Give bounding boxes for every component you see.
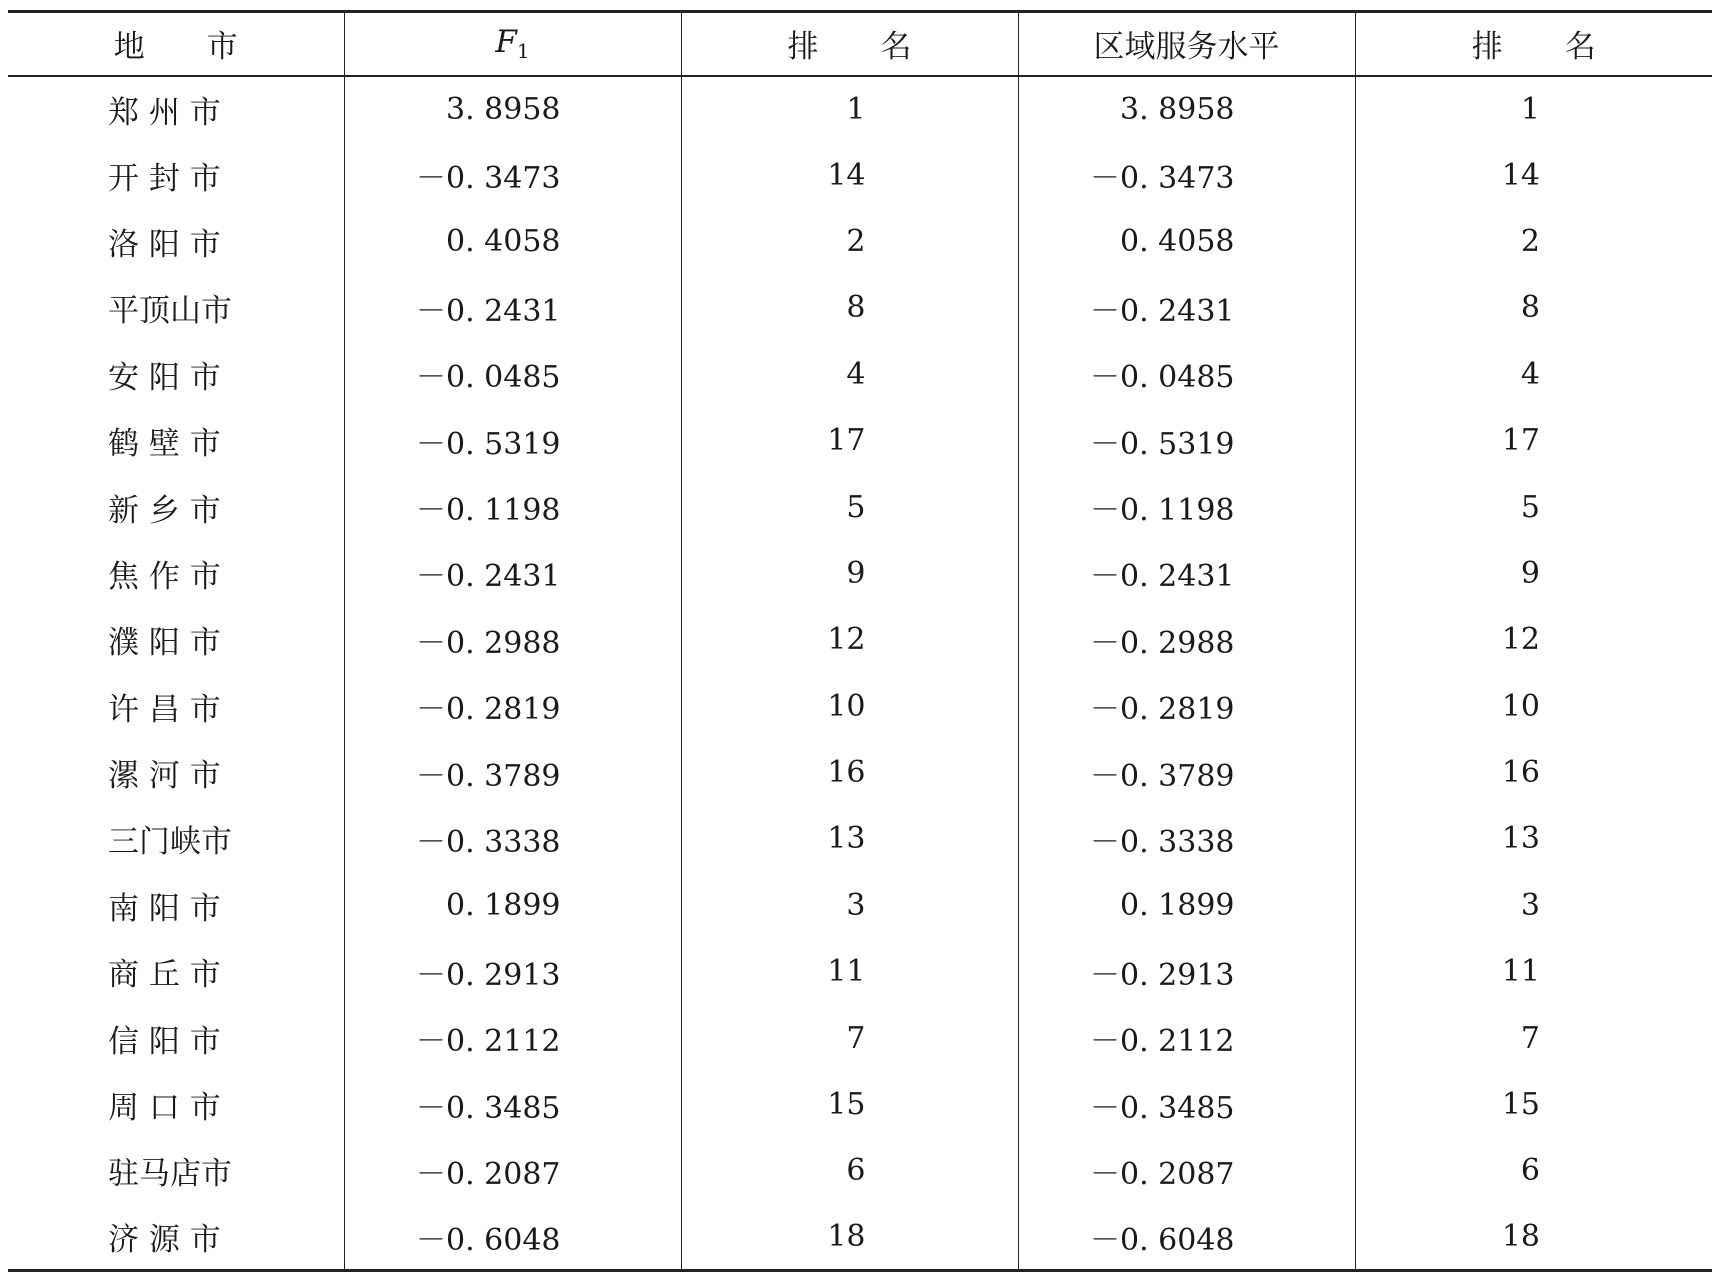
header-f1 [344, 12, 681, 76]
cell-rank-2: 11 [1355, 939, 1712, 1005]
cell-service-level: －0. 3338 [1018, 806, 1355, 872]
cell-rank-1: 10 [681, 673, 1018, 739]
cell-f1: －0. 2431 [344, 540, 681, 606]
cell-service-level: －0. 2819 [1018, 673, 1355, 739]
cell-rank-1: 6 [681, 1138, 1018, 1204]
cell-rank-1: 11 [681, 939, 1018, 1005]
table-row [8, 76, 1712, 142]
table-header [8, 12, 1712, 76]
cell-service-level: －0. 2431 [1018, 540, 1355, 606]
cell-service-level: －0. 3473 [1018, 142, 1355, 208]
cell-service-level: －0. 3485 [1018, 1071, 1355, 1137]
cell-rank-2: 15 [1355, 1071, 1712, 1137]
cell-city: 商 丘 市 [108, 957, 221, 994]
cell-rank-1: 16 [681, 739, 1018, 805]
cell-city: 许 昌 市 [108, 691, 221, 728]
cell-service-level: 0. 4058 [1018, 208, 1355, 274]
cell-rank-2: 3 [1355, 872, 1712, 938]
table-row [8, 607, 1712, 673]
cell-city: 济 源 市 [8, 1204, 344, 1270]
cell-rank-1: 14 [681, 142, 1018, 208]
table-row [8, 939, 1712, 1005]
cell-rank-2: 12 [1355, 607, 1712, 673]
table-row [8, 208, 1712, 274]
cell-rank-2: 18 [1355, 1204, 1712, 1270]
table-row [8, 1138, 1712, 1204]
cell-rank-2: 8 [1355, 275, 1712, 341]
header-row [8, 12, 1712, 76]
cell-rank-2: 17 [1355, 407, 1712, 473]
cell-rank-2: 2 [1355, 208, 1712, 274]
cell-f1: －0. 5319 [344, 407, 681, 473]
cell-city: 周 口 市 [108, 1090, 221, 1127]
cell-f1: －0. 3338 [344, 806, 681, 872]
table-row [8, 1071, 1712, 1137]
cell-rank-1: 15 [681, 1071, 1018, 1137]
cell-f1: －0. 3485 [344, 1071, 681, 1137]
cell-rank-1: 4 [681, 341, 1018, 407]
table-row [8, 407, 1712, 473]
cell-service-level: －0. 2112 [1018, 1005, 1355, 1071]
cell-f1: －0. 2087 [344, 1138, 681, 1204]
table-row [8, 275, 1712, 341]
cell-city: 鹤 壁 市 [108, 426, 221, 463]
cell-f1: －0. 2431 [344, 275, 681, 341]
cell-service-level: －0. 0485 [1018, 341, 1355, 407]
cell-city: 安 阳 市 [108, 359, 221, 396]
cell-f1: －0. 2819 [344, 673, 681, 739]
cell-rank-2: 13 [1355, 806, 1712, 872]
cell-service-level: －0. 6048 [1018, 1204, 1355, 1270]
cell-service-level: －0. 2431 [1018, 275, 1355, 341]
cell-city: 洛 阳 市 [108, 226, 221, 263]
cell-service-level: －0. 1198 [1018, 474, 1355, 540]
cell-city: 信 阳 市 [108, 1023, 221, 1060]
cell-service-level: －0. 3789 [1018, 739, 1355, 805]
cell-f1: －0. 1198 [344, 474, 681, 540]
cell-f1: －0. 2112 [344, 1005, 681, 1071]
table-row [8, 142, 1712, 208]
table-row [8, 673, 1712, 739]
cell-rank-1: 8 [681, 275, 1018, 341]
cell-city: 漯 河 市 [108, 758, 221, 795]
table-row [8, 806, 1712, 872]
cell-f1: －0. 0485 [344, 341, 681, 407]
cell-rank-2: 16 [1355, 739, 1712, 805]
cell-rank-1: 18 [681, 1204, 1018, 1270]
cell-rank-2: 10 [1355, 673, 1712, 739]
cell-f1: 0. 1899 [344, 872, 681, 938]
cell-rank-2: 4 [1355, 341, 1712, 407]
data-table-container [8, 10, 1712, 1272]
cell-f1: 0. 4058 [344, 208, 681, 274]
cell-rank-1: 7 [681, 1005, 1018, 1071]
header-service-level: 区域服务水平 [1018, 12, 1355, 76]
cell-rank-2: 5 [1355, 474, 1712, 540]
header-city: 地 市 [8, 12, 344, 76]
table-row [8, 1005, 1712, 1071]
table-row [8, 739, 1712, 805]
cell-city: 焦 作 市 [108, 558, 221, 595]
city-service-level-table [8, 10, 1712, 1272]
cell-rank-1: 1 [681, 76, 1018, 142]
header-f1-main: F [495, 24, 517, 61]
cell-rank-1: 2 [681, 208, 1018, 274]
cell-city: 平顶山市 [108, 293, 232, 330]
header-rank-1: 排 名 [681, 12, 1018, 76]
table-row [8, 540, 1712, 606]
cell-city: 濮 阳 市 [108, 625, 221, 662]
table-row [8, 872, 1712, 938]
cell-f1: －0. 6048 [344, 1204, 681, 1270]
cell-f1: －0. 2988 [344, 607, 681, 673]
table-row [8, 341, 1712, 407]
header-f1-subscript: 1 [516, 39, 530, 64]
cell-city: 驻马店市 [108, 1156, 232, 1193]
cell-rank-2: 7 [1355, 1005, 1712, 1071]
cell-f1: －0. 2913 [344, 939, 681, 1005]
cell-f1: －0. 3789 [344, 739, 681, 805]
cell-service-level: －0. 2087 [1018, 1138, 1355, 1204]
cell-rank-2: 9 [1355, 540, 1712, 606]
table-body [8, 76, 1712, 1271]
cell-rank-1: 17 [681, 407, 1018, 473]
cell-f1: 3. 8958 [344, 76, 681, 142]
cell-rank-1: 5 [681, 474, 1018, 540]
cell-rank-2: 1 [1355, 76, 1712, 142]
cell-service-level: －0. 5319 [1018, 407, 1355, 473]
cell-rank-2: 14 [1355, 142, 1712, 208]
cell-f1: －0. 3473 [344, 142, 681, 208]
table-row [8, 474, 1712, 540]
cell-city: 新 乡 市 [108, 492, 221, 529]
cell-rank-1: 13 [681, 806, 1018, 872]
header-rank-2: 排 名 [1355, 12, 1712, 76]
cell-rank-1: 9 [681, 540, 1018, 606]
cell-rank-2: 6 [1355, 1138, 1712, 1204]
cell-service-level: －0. 2988 [1018, 607, 1355, 673]
cell-city: 郑 州 市 [108, 94, 221, 131]
table-row [8, 1204, 1712, 1270]
cell-city: 南 阳 市 [108, 890, 221, 927]
cell-rank-1: 12 [681, 607, 1018, 673]
cell-service-level: 3. 8958 [1018, 76, 1355, 142]
cell-city: 开 封 市 [108, 160, 221, 197]
cell-service-level: 0. 1899 [1018, 872, 1355, 938]
cell-service-level: －0. 2913 [1018, 939, 1355, 1005]
cell-rank-1: 3 [681, 872, 1018, 938]
cell-city: 三门峡市 [108, 824, 232, 861]
